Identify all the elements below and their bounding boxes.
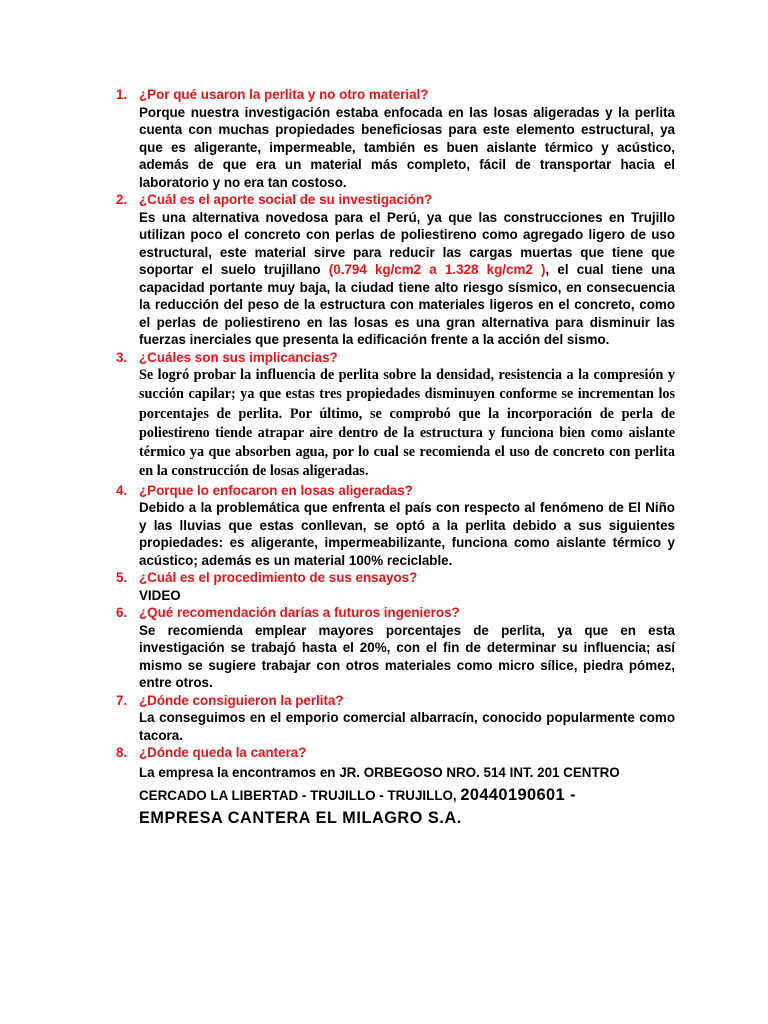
- question-text: ¿Cuáles son sus implicancias?: [139, 349, 338, 365]
- question-heading: [113, 349, 675, 367]
- question-heading: [113, 692, 675, 710]
- question-number: 5.: [116, 570, 128, 586]
- question-text: ¿Dónde queda la cantera?: [139, 745, 307, 761]
- question-heading: [113, 482, 675, 500]
- answer-text: VIDEO: [139, 587, 181, 603]
- answer-text-part: , el cual tiene una capacidad portante muy baja, la ciudad tiene alto riesgo sísmico, en consecuencia la reducción del peso de la estructura con materiales ligeros en el concreto, como el perlas de poliestireno en las losas es una gran alternativa para disminuir las fuerzas inerciales que presenta la edificación frente a la acción del sismo.: [139, 262, 676, 347]
- question-text: ¿Cuál es el procedimiento de sus ensayos?: [139, 570, 418, 586]
- question-heading: [113, 744, 675, 762]
- company-name: EMPRESA CANTERA EL MILAGRO S.A.: [139, 808, 462, 827]
- question-heading: [113, 86, 675, 104]
- question-number: 7.: [116, 692, 128, 708]
- answer-text: Porque nuestra investigación estaba enfocada en las losas aligeradas y la perlita cuenta con muchas propiedades beneficiosas para este elemento estructural, ya que es aligerante, impermeable, también es buen aislante térmico y acústico, además de que era un material más completo, fácil de transportar hacia el laboratorio y no era tan costoso.: [139, 104, 675, 190]
- qa-item-5: [113, 569, 675, 604]
- question-number: 8.: [116, 745, 128, 761]
- question-number: 3.: [116, 349, 128, 365]
- answer-text: Se recomienda emplear mayores porcentajes de perlita, ya que en esta investigación se trabajó hasta el 20%, con el fin de determinar su influencia; así mismo se sugiere trabajar con otros materiales como micro sílice, piedra pómez, entre otros.: [139, 622, 675, 691]
- qa-item-6: [113, 604, 675, 692]
- address-text: CERCADO LA LIBERTAD - TRUJILLO - TRUJILLO,: [139, 787, 461, 803]
- question-number: 6.: [116, 605, 128, 621]
- answer-text: [113, 209, 675, 349]
- question-text: ¿Por qué usaron la perlita y no otro material?: [139, 87, 429, 102]
- answer-text: Se logró probar la influencia de perlita sobre la densidad, resistencia a la compresión y succión capilar; ya que estas tres propiedades disminuyen conforme se incrementan los porcentajes de perlita. Por último, se comprobó que la incorporación de perla de poliestireno tiende atrapar aire dentro de la estructura y funciona bien como aislante térmico ya que absorben agua, por lo cual se recomienda el uso de concreto con perlita en la construcción de losas aligeradas.: [139, 367, 675, 480]
- qa-item-8: [113, 744, 675, 829]
- question-heading: [113, 604, 675, 622]
- question-text: ¿Cuál es el aporte social de su investigación?: [139, 192, 433, 207]
- qa-item-1: [113, 86, 675, 191]
- answer-text: Debido a la problemática que enfrenta el país con respecto al fenómeno de El Niño y las lluvias que estas conllevan, se optó a la perlita debido a sus siguientes propiedades: es aligerante, impermeabilizante, funciona como aislante térmico y acústico; además es un material 100% reciclable.: [139, 500, 675, 568]
- question-text: ¿Qué recomendación darías a futuros ingenieros?: [139, 605, 460, 621]
- answer-address: [113, 762, 675, 829]
- question-heading: [113, 191, 675, 209]
- address-line: [139, 784, 675, 807]
- qa-list: [113, 86, 675, 829]
- question-text: ¿Dónde consiguieron la perlita?: [139, 692, 344, 708]
- question-heading: [113, 569, 675, 587]
- question-text: ¿Porque lo enfocaron en losas aligeradas?: [139, 482, 413, 498]
- question-number: 1.: [116, 87, 128, 102]
- qa-item-4: [113, 482, 675, 570]
- question-number: 2.: [116, 192, 128, 207]
- qa-item-7: [113, 692, 675, 745]
- ruc-number: 20440190601 -: [460, 785, 576, 804]
- answer-text-part: Es una alternativa novedosa para el Perú, ya que las construcciones en Trujillo utilizan poco el concreto con perlas de poliestireno como agregado ligero de uso estructural, este material sirve para reducir las cargas muertas que tiene que soportar el suelo trujillano: [139, 209, 675, 277]
- question-number: 4.: [116, 482, 128, 498]
- qa-item-2: [113, 191, 675, 349]
- bearing-capacity-highlight: (0.794 kg/cm2 a 1.328 kg/cm2 ): [328, 262, 546, 277]
- answer-text: La conseguimos en el emporio comercial albarracín, conocido popularmente como tacora.: [139, 710, 675, 743]
- address-line: La empresa la encontramos en JR. ORBEGOSO NRO. 514 INT. 201 CENTRO: [139, 764, 620, 780]
- qa-item-3: [113, 349, 675, 482]
